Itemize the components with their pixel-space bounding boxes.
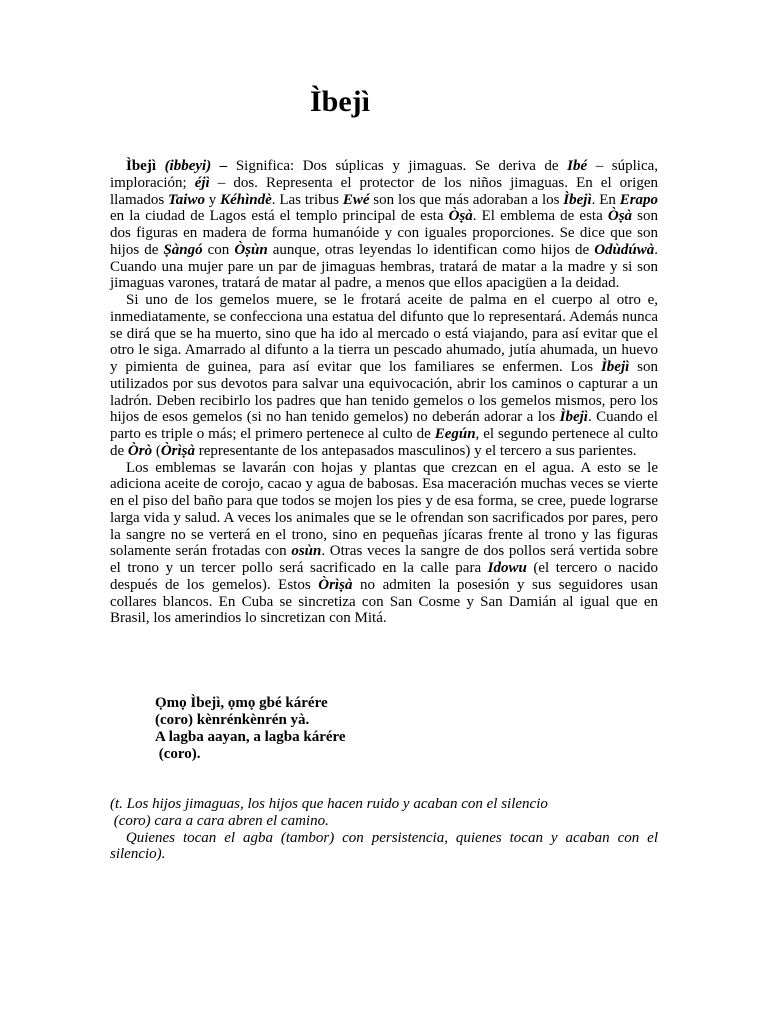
- term-eegun: Eegún: [434, 426, 476, 442]
- text-span: en la ciudad de Lagos está el templo principal de esta: [110, 208, 449, 225]
- text-span: son los que más adoraban a los: [369, 191, 564, 208]
- translation-block: [110, 796, 662, 863]
- text-span: no admiten la posesión y sus seguidores usan collares blancos. En Cuba se sincretiza con San Cosme y San Damián al igual que en Brasil, los amerindios lo sincretizan con Mitá.: [110, 576, 659, 627]
- term-kehinde: Kéhìndè: [220, 191, 272, 208]
- term-ibeji: Ìbejì: [563, 191, 592, 208]
- term-oro: Òrò: [127, 442, 153, 459]
- text-span: son dos figuras en madera de forma humanóide y con iguales proporciones. Se dice que son hijos de: [110, 208, 658, 258]
- body-text: [110, 158, 658, 627]
- paragraph-1: [110, 158, 658, 292]
- term-ibe: Ibé: [567, 158, 588, 174]
- song-block: [155, 695, 346, 763]
- term-osa: Òṣà: [448, 208, 473, 225]
- text-span: . El emblema de esta: [472, 208, 608, 225]
- text-span: y: [204, 191, 221, 208]
- text-span: . Cuando una mujer pare un par de jimaguas hembras, tratará de matar a la madre y si son jimaguas varones, tratará de matar al padre, a menos que ellos apacigüen a la deidad.: [110, 241, 658, 292]
- paragraph-2: [110, 292, 658, 460]
- text-span: . Cuando el parto es triple o más; el primero pertenece al culto de: [110, 409, 658, 442]
- text-span: [156, 158, 165, 174]
- text-span: – dos. Representa el protector de los niños jimaguas. En el origen llamados: [110, 174, 658, 208]
- translation-line: (coro) cara a cara abren el camino.: [110, 812, 329, 829]
- term-ibbeyi: (ibbeyi) –: [164, 158, 228, 174]
- page-title: Ìbejì: [310, 85, 370, 118]
- text-span: aunque, otras leyendas lo identifican como hijos de: [267, 241, 595, 258]
- term-sango: Ṣàngó: [163, 241, 203, 258]
- text-span: Significa: Dos súplicas y jimaguas. Se deriva de: [227, 158, 568, 174]
- text-span: . Las tribus: [271, 191, 343, 208]
- term-ibeji: Ìbejì: [126, 158, 156, 174]
- translation-line: (t. Los hijos jimaguas, los hijos que hacen ruido y acaban con el silencio: [110, 796, 548, 812]
- term-osun: Òṣùn: [234, 241, 268, 258]
- paragraph-3: [110, 460, 658, 628]
- text-span: (: [152, 442, 161, 459]
- text-span: . Otras veces la sangre de dos pollos será vertida sobre el trono y un tercer pollo será sacrificado en la calle para: [110, 543, 658, 576]
- term-idowu: Idowu: [487, 560, 527, 576]
- text-span: Los emblemas se lavarán con hojas y plantas que crezcan en el agua. A esto se le adiciona aceite de corojo, cacao y agua de babosas. Esa maceración muchas veces se vierte en el piso del baño para que todos se mojen los pies y de esa forma, se cree, puede lograrse larga vida y salud. A veces los animales que se le ofrendan son sacrificados por pares, pero la sangre no se verterá en el trono, sino en pequeñas jícaras frente al trono y las figuras solamente serán frotadas con: [110, 459, 658, 560]
- term-orisa: Òrìṣà: [160, 442, 196, 459]
- term-oduduwa: Odùdúwà: [594, 241, 655, 258]
- term-osa: Òṣà: [607, 208, 633, 225]
- text-span: , el segundo pertenece al culto de: [110, 426, 658, 459]
- term-orisa: Òrìṣà: [318, 576, 353, 593]
- translation-line: Quienes tocan el agba (tambor) con persistencia, quienes tocan y acaban con el silencio).: [110, 829, 662, 863]
- song-line: (coro) kènrénkènrén yà.: [155, 712, 310, 728]
- text-span: Si uno de los gemelos muere, se le frotará aceite de palma en el cuerpo al otro e, inmediatamente, se confecciona una estatua del difunto que lo representará. Además nunca se dirá que se ha muerto, sino que ha ido al mercado o está viajando, para así evitar que el otro le siga. Amarrado al difunto a la tierra un pescado ahumado, jutía ahumada, un huevo y pimienta de guinea, para así evitar que los familiares se enfermen. Los: [110, 292, 658, 375]
- term-ibeji: Ìbejì: [559, 409, 588, 426]
- song-line: (coro).: [155, 746, 201, 762]
- term-eji: éjì: [194, 174, 210, 191]
- song-line: A lagba aayan, a lagba kárére: [155, 729, 346, 745]
- term-ewe: Ewé: [342, 191, 370, 208]
- text-span: son utilizados por sus devotos para salvar una equivocación, abrir los caminos o capturar a un ladrón. Deben recibirlo los padres que han tenido gemelos o los gemelos mismos, pero los hijos de esos gemelos (si no han tenido gemelos) no deberán adorar a los: [110, 359, 658, 426]
- song-line: Ọmọ Ìbejì, ọmọ gbé kárére: [155, 695, 328, 711]
- term-osun-cream: osùn: [291, 543, 322, 560]
- text-span: con: [202, 241, 235, 258]
- term-taiwo: Taiwo: [167, 191, 205, 208]
- term-erapo: Erapo: [619, 191, 659, 208]
- term-ibeji: Ìbejì: [600, 359, 630, 375]
- text-span: (el tercero o nacido después de los gemelos). Estos: [110, 560, 658, 593]
- text-span: representante de los antepasados masculinos) y el tercero a sus parientes.: [195, 442, 637, 459]
- text-span: . En: [591, 191, 620, 208]
- text-span: – súplica, imploración;: [110, 158, 659, 191]
